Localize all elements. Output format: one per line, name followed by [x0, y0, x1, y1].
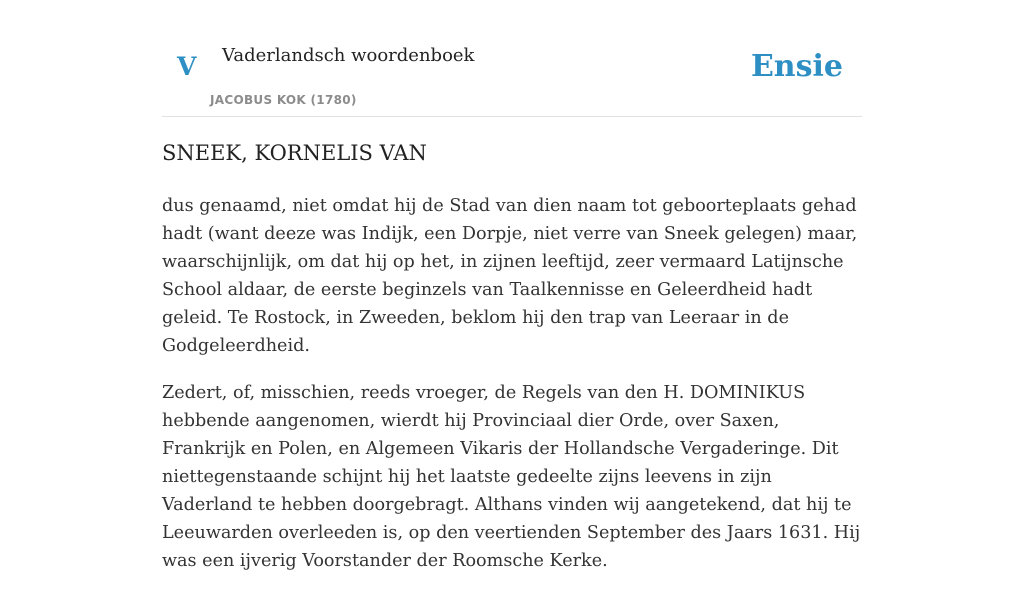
header	[162, 0, 862, 117]
entry-paragraph: dus genaamd, niet omdat hij de Stad van dien naam tot geboorteplaats gehad hadt (want deeze was Indijk, een Dorpje, niet verre van Sneek gelegen) maar, waarschijnlijk, om dat hij op het, in zijnen leeftijd, zeer vermaard Latijnsche School aldaar, de eerste beginzels van Taalkennisse en Geleerdheid hadt geleid. Te Rostock, in Zweeden, beklom hij den trap van Leeraar in de Godgeleerdheid.	[162, 196, 858, 356]
letter-index[interactable]: V	[177, 52, 197, 81]
entry-title: SNEEK, KORNELIS VAN	[162, 141, 427, 165]
book-author: JACOBUS KOK (1780)	[210, 93, 357, 107]
entry-paragraph: Zedert, of, misschien, reeds vroeger, de Regels van den H. DOMINIKUS hebbende aangenomen, wierdt hij Provinciaal dier Orde, over Saxen, Frankrijk en Polen, en Algemeen Vikaris der Hollandsche Vergaderinge. Dit niettegenstaande schijnt hij het laatste gedeelte zijns leevens in zijn Vaderland te hebben doorgebragt. Althans vinden wij aangetekend, dat hij te Leeuwarden overleeden is, op den veertienden September des Jaars 1631. Hij was een ijverig Voorstander der Roomsche Kerke.	[162, 383, 861, 571]
entry-body	[162, 192, 867, 594]
ensie-logo[interactable]: Ensie	[750, 49, 843, 84]
book-title[interactable]: Vaderlandsch woordenboek	[222, 45, 475, 66]
